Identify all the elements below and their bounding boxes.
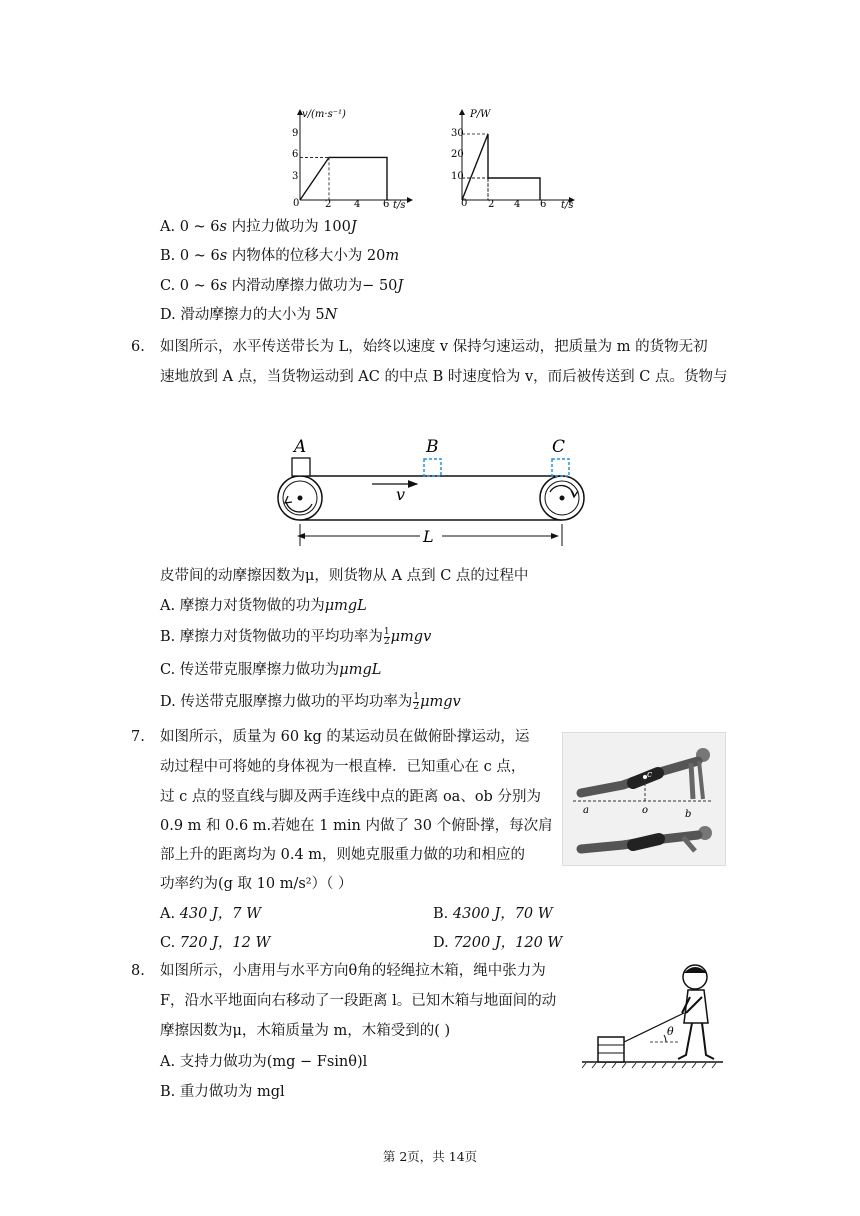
v-graph-ytick: 3 [292,171,299,182]
option-label: A. [160,598,176,614]
v-graph-xtick: 6 [383,199,390,210]
option-label: A. [160,219,176,235]
q6-option-b[interactable] [160,627,431,647]
v-graph-xtick: 2 [325,199,332,210]
q5-option-a[interactable] [160,217,357,237]
v-graph-xlabel: t/s [393,200,406,211]
option-unit: J [397,278,404,294]
option-unit: s [219,278,228,294]
option-label: C. [160,935,176,951]
option-math: μmgL [324,598,367,614]
option-math: μmgv [390,629,432,645]
option-math: μmgv [420,694,461,710]
option-text: 内拉力做功为 100 [226,219,351,235]
theta-label: θ [667,1025,674,1038]
question-stem: 摩擦因数为μ，木箱质量为 m，木箱受到的( ) [160,1023,451,1039]
q8-option-b[interactable] [160,1082,285,1102]
option-unit: J [350,219,357,235]
option-unit: m [385,248,400,264]
p-graph-ytick: 20 [451,149,464,160]
q8-option-a[interactable] [160,1052,367,1072]
option-label: A. [160,906,176,922]
question-number: 7. [131,729,145,745]
option-text: 传送带克服摩擦力做功的平均功率为 [180,694,413,710]
point-c-label: C [552,437,566,457]
option-unit: s [219,219,227,235]
conveyor-belt-diagram [262,432,602,552]
option-label: D. [433,935,449,951]
length-label: L [423,527,434,546]
option-text: 重力做功为 mgl [179,1084,285,1100]
point-b-label: B [426,437,439,457]
data-line [300,157,387,200]
question-stem: 速地放到 A 点，当货物运动到 AC 的中点 B 时速度恰为 v，而后被传送到 C 点。货物与 [160,369,728,385]
photo-label-o: o [642,805,649,816]
q7-option-a[interactable] [160,904,261,924]
option-text: 4300 J，70 W [452,906,553,922]
v-graph-ytick: 9 [292,128,299,139]
pulling-box-illustration [580,955,725,1070]
option-text: 0 ~ 6 [179,219,220,235]
question-stem: 0.9 m 和 0.6 m.若她在 1 min 内做了 30 个俯卧撑，每次肩 [160,818,553,834]
option-text: 支持力做功为(mg − Fsinθ)l [179,1054,368,1070]
question-stem: 动过程中可将她的身体视为一根直棒．已知重心在 c 点， [160,759,526,775]
option-text: 7200 J，120 W [453,935,563,951]
pushup-photo [562,732,726,866]
option-text: 0 ~ 6 [179,248,220,264]
v-graph-xtick: 4 [354,199,361,210]
option-label: B. [160,1084,176,1100]
option-text: 摩擦力对货物做的功为 [179,598,325,614]
question-stem: 功率约为(g 取 10 m/s²）（ ） [160,876,353,892]
question-stem: F，沿水平地面向右移动了一段距离 l。已知木箱与地面间的动 [160,993,557,1009]
question-stem: 皮带间的动摩擦因数为μ，则货物从 A 点到 C 点的过程中 [160,568,529,584]
option-text: 430 J，7 W [179,906,262,922]
option-text: 滑动摩擦力的大小为 5 [180,307,325,323]
option-label: B. [433,906,449,922]
q5-option-d[interactable] [160,305,337,325]
p-graph-xtick: 6 [540,199,547,210]
p-graph-xlabel: t/s [561,200,574,211]
p-graph-xtick: 2 [488,199,495,210]
page-footer: 第 2页，共 14页 [382,1149,478,1164]
v-graph-origin: 0 [293,198,300,209]
q7-option-b[interactable] [433,904,553,924]
question-stem: 如图所示，水平传送带长为 L，始终以速度 v 保持匀速运动，把质量为 m 的货物无初 [160,339,708,355]
photo-label-b: b [685,809,692,820]
q6-option-a[interactable] [160,596,367,616]
p-graph-origin: 0 [461,198,468,209]
velocity-time-graph [280,100,420,215]
option-text: 摩擦力对货物做功的平均功率为 [179,629,383,645]
q5-option-b[interactable] [160,246,399,266]
question-number: 8. [131,963,145,979]
option-text: 0 ~ 6 [179,278,220,294]
option-label: A. [160,1054,176,1070]
question-stem: 过 c 点的竖直线与脚及两手连线中点的距离 oa、ob 分别为 [160,789,541,805]
option-unit: N [324,307,338,323]
question-stem: 部上升的距离均为 0.4 m，则她克服重力做的功和相应的 [160,847,526,863]
option-unit: s [219,248,228,264]
photo-label-a: a [583,805,589,816]
question-number: 6. [131,339,145,355]
option-text: 内滑动摩擦力做功为− 50 [227,278,398,294]
question-stem: 如图所示，质量为 60 kg 的某运动员在做俯卧撑运动，运 [160,729,530,745]
p-graph-ytick: 30 [451,128,464,139]
option-label: D. [160,307,176,323]
option-label: B. [160,248,176,264]
option-text: 720 J，12 W [179,935,271,951]
photo-label-c: c [647,770,653,780]
q6-option-c[interactable] [160,660,381,680]
pushup-illustration [563,733,725,865]
question-stem: 如图所示，小唐用与水平方向θ角的轻绳拉木箱，绳中张力为 [160,963,546,979]
option-label: D. [160,694,176,710]
power-time-graph [448,100,588,215]
data-line [462,134,540,200]
option-label: B. [160,629,176,645]
v-graph-ylabel: v/(m·s⁻¹) [302,109,346,120]
p-graph-ytick: 10 [451,171,464,182]
v-graph-ytick: 6 [292,149,299,160]
p-graph-xtick: 4 [514,199,521,210]
option-math: μmgL [339,662,382,678]
option-text: 内物体的位移大小为 20 [227,248,386,264]
q7-option-d[interactable] [433,933,562,953]
q5-option-c[interactable] [160,276,403,296]
q6-option-d[interactable] [160,692,461,712]
option-label: C. [160,662,176,678]
q7-option-c[interactable] [160,933,270,953]
point-a-label: A [294,437,307,457]
fraction: $\frac{1}{2}$ [383,626,390,647]
p-graph-ylabel: P/W [470,109,491,120]
option-text: 传送带克服摩擦力做功为 [179,662,340,678]
option-label: C. [160,278,176,294]
fraction: $\frac{1}{2}$ [413,691,420,712]
velocity-label: v [396,485,406,504]
